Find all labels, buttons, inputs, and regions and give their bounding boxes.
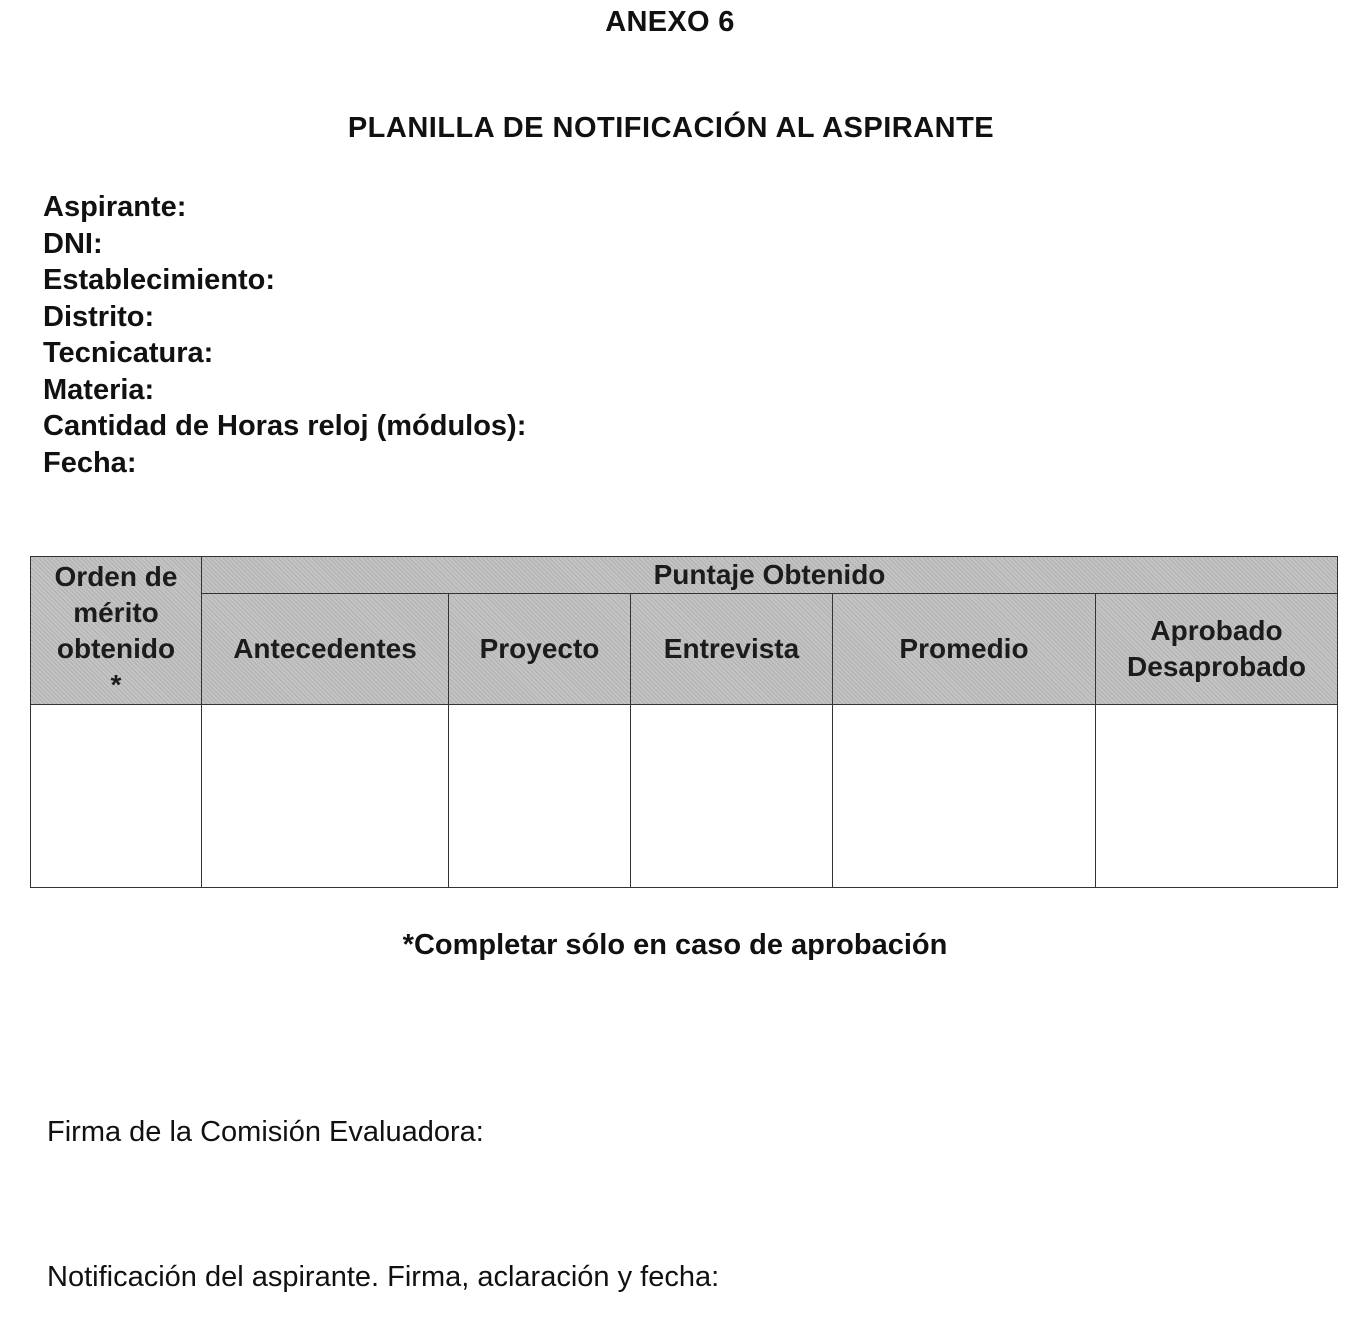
merit-header-line-2: mérito bbox=[73, 596, 159, 628]
proyecto-header: Proyecto bbox=[449, 594, 631, 705]
score-group-header: Puntaje Obtenido bbox=[202, 557, 1338, 594]
footnote: *Completar sólo en caso de aprobación bbox=[402, 929, 948, 961]
field-fecha-label: Fecha: bbox=[43, 446, 137, 479]
resultado-cell bbox=[1096, 705, 1338, 888]
merit-header-asterisk: * bbox=[110, 668, 122, 700]
score-table bbox=[30, 556, 1338, 888]
desaprobado-label: Desaprobado bbox=[1127, 651, 1306, 682]
entrevista-header: Entrevista bbox=[631, 594, 833, 705]
field-materia-label: Materia: bbox=[43, 373, 155, 406]
field-tecnicatura-label: Tecnicatura: bbox=[43, 337, 214, 369]
proyecto-cell bbox=[449, 705, 631, 888]
result-header bbox=[1096, 594, 1338, 705]
table-row bbox=[31, 705, 1338, 888]
field-horas-label: Cantidad de Horas reloj (módulos): bbox=[43, 410, 527, 442]
antecedentes-header: Antecedentes bbox=[202, 594, 449, 705]
field-aspirante-label: Aspirante: bbox=[43, 191, 187, 223]
antecedentes-cell bbox=[202, 705, 449, 888]
promedio-header: Promedio bbox=[833, 594, 1096, 705]
commission-signature-label: Firma de la Comisión Evaluadora: bbox=[47, 1116, 484, 1148]
merit-header-line-3: obtenido bbox=[56, 632, 176, 664]
applicant-fields bbox=[43, 189, 526, 481]
orden-cell bbox=[31, 705, 202, 888]
entrevista-cell bbox=[631, 705, 833, 888]
page-title: PLANILLA DE NOTIFICACIÓN AL ASPIRANTE bbox=[347, 112, 995, 144]
field-dni-label: DNI: bbox=[43, 227, 103, 260]
aprobado-label: Aprobado bbox=[1150, 615, 1283, 646]
field-distrito-label: Distrito: bbox=[43, 300, 155, 333]
field-establecimiento-label: Establecimiento: bbox=[43, 264, 276, 296]
merit-header-line-1: Orden de bbox=[54, 560, 178, 592]
promedio-cell bbox=[833, 705, 1096, 888]
annex-title: ANEXO 6 bbox=[605, 6, 735, 38]
merit-order-header bbox=[31, 557, 202, 705]
applicant-notification-label: Notificación del aspirante. Firma, aclaración y fecha: bbox=[47, 1261, 720, 1293]
